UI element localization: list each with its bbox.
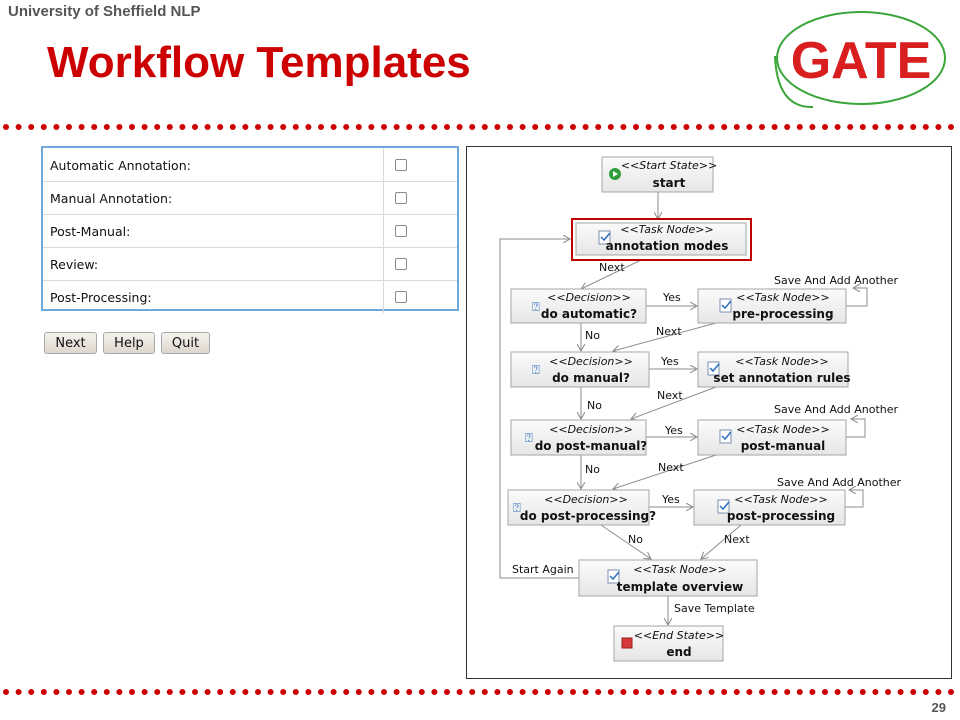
workflow-diagram (466, 146, 952, 679)
label-start-again: Start Again (512, 563, 574, 576)
label-no: No (585, 463, 600, 476)
decision-icon: ⍰ (532, 363, 540, 378)
label-save-template: Save Template (674, 602, 755, 615)
svg-text:<<Task Node>>: <<Task Node>> (736, 291, 830, 304)
decision-icon: ⍰ (532, 300, 540, 315)
svg-text:<<Decision>>: <<Decision>> (549, 355, 633, 368)
label-yes: Yes (663, 291, 681, 304)
node-pre-processing[interactable] (698, 289, 846, 323)
slide-title: Workflow Templates (47, 38, 471, 87)
label-yes: Yes (661, 355, 679, 368)
svg-text:template overview: template overview (616, 580, 744, 594)
edge-save-add-another-pre (846, 288, 867, 306)
top-dotted-divider (0, 121, 960, 133)
svg-text:pre-processing: pre-processing (732, 307, 834, 321)
svg-text:annotation modes: annotation modes (605, 239, 729, 253)
task-node-icon (720, 430, 731, 443)
svg-text:<<Decision>>: <<Decision>> (549, 423, 633, 436)
manual-annotation-label: Manual Annotation: (50, 191, 173, 206)
logo-text: GATE (790, 32, 932, 90)
decision-icon: ⍰ (513, 501, 521, 516)
column-divider (383, 214, 384, 247)
edge-save-add-another-pp (844, 490, 863, 507)
label-save-and-add-another: Save And Add Another (774, 403, 899, 416)
column-divider (383, 280, 384, 313)
node-set-annotation-rules[interactable] (698, 352, 851, 387)
end-state-icon (622, 638, 632, 648)
svg-text:end: end (666, 645, 692, 659)
workflow-template-form (41, 146, 459, 311)
help-button[interactable]: Help (103, 332, 155, 354)
node-post-manual[interactable] (698, 420, 846, 455)
form-row-manual-annotation (43, 181, 457, 215)
svg-text:set annotation rules: set annotation rules (713, 371, 851, 385)
svg-text:<<End State>>: <<End State>> (633, 629, 725, 642)
label-yes: Yes (662, 493, 680, 506)
label-next: Next (658, 461, 684, 474)
label-no: No (628, 533, 643, 546)
node-do-post-processing[interactable] (508, 490, 656, 525)
node-template-overview[interactable] (579, 560, 757, 596)
automatic-annotation-label: Automatic Annotation: (50, 158, 191, 173)
svg-text:<<Task Node>>: <<Task Node>> (620, 223, 714, 236)
svg-text:do post-processing?: do post-processing? (519, 509, 657, 523)
review-label: Review: (50, 257, 99, 272)
post-processing-checkbox[interactable] (395, 291, 407, 303)
node-do-post-manual[interactable] (511, 420, 647, 455)
label-next: Next (656, 325, 682, 338)
post-manual-checkbox[interactable] (395, 225, 407, 237)
node-post-processing[interactable] (694, 490, 845, 525)
post-manual-label: Post-Manual: (50, 224, 131, 239)
form-row-post-manual (43, 214, 457, 248)
review-checkbox[interactable] (395, 258, 407, 270)
svg-text:do post-manual?: do post-manual? (534, 439, 648, 453)
label-no: No (587, 399, 602, 412)
post-processing-label: Post-Processing: (50, 290, 152, 305)
node-annotation-modes[interactable] (572, 219, 751, 260)
gate-logo (773, 8, 949, 108)
column-divider (383, 247, 384, 280)
svg-text:do manual?: do manual? (552, 371, 630, 385)
svg-text:<<Decision>>: <<Decision>> (544, 493, 628, 506)
svg-text:<<Decision>>: <<Decision>> (547, 291, 631, 304)
label-yes: Yes (665, 424, 683, 437)
task-node-icon (720, 299, 731, 312)
node-start[interactable] (602, 157, 717, 192)
bottom-dotted-divider (0, 686, 960, 698)
node-do-manual[interactable] (511, 352, 649, 387)
organization-name: University of Sheffield NLP (8, 3, 201, 20)
svg-text:post-processing: post-processing (726, 509, 836, 523)
manual-annotation-checkbox[interactable] (395, 192, 407, 204)
decision-icon: ⍰ (525, 431, 533, 446)
svg-text:<<Task Node>>: <<Task Node>> (736, 423, 830, 436)
column-divider (383, 181, 384, 214)
label-no: No (585, 329, 600, 342)
svg-text:start: start (652, 176, 686, 190)
svg-text:<<Start State>>: <<Start State>> (620, 159, 718, 172)
workflow-diagram-canvas (467, 147, 953, 680)
svg-text:<<Task Node>>: <<Task Node>> (734, 493, 828, 506)
edge-save-add-another-post-manual (846, 419, 865, 437)
column-divider (383, 148, 384, 181)
label-save-and-add-another: Save And Add Another (777, 476, 902, 489)
form-row-review (43, 247, 457, 281)
node-end[interactable] (614, 626, 724, 661)
automatic-annotation-checkbox[interactable] (395, 159, 407, 171)
next-button[interactable]: Next (44, 332, 97, 354)
svg-text:<<Task Node>>: <<Task Node>> (735, 355, 829, 368)
svg-text:<<Task Node>>: <<Task Node>> (633, 563, 727, 576)
label-next: Next (657, 389, 683, 402)
form-row-post-processing (43, 280, 457, 313)
page-number: 29 (931, 700, 946, 715)
edge-no-to-overview (601, 525, 651, 559)
node-do-automatic[interactable] (511, 289, 646, 323)
quit-button[interactable]: Quit (161, 332, 210, 354)
label-save-and-add-another: Save And Add Another (774, 274, 899, 287)
label-next: Next (724, 533, 750, 546)
svg-text:post-manual: post-manual (740, 439, 826, 453)
form-row-automatic-annotation (43, 148, 457, 182)
label-next: Next (599, 261, 625, 274)
svg-text:do automatic?: do automatic? (540, 307, 638, 321)
